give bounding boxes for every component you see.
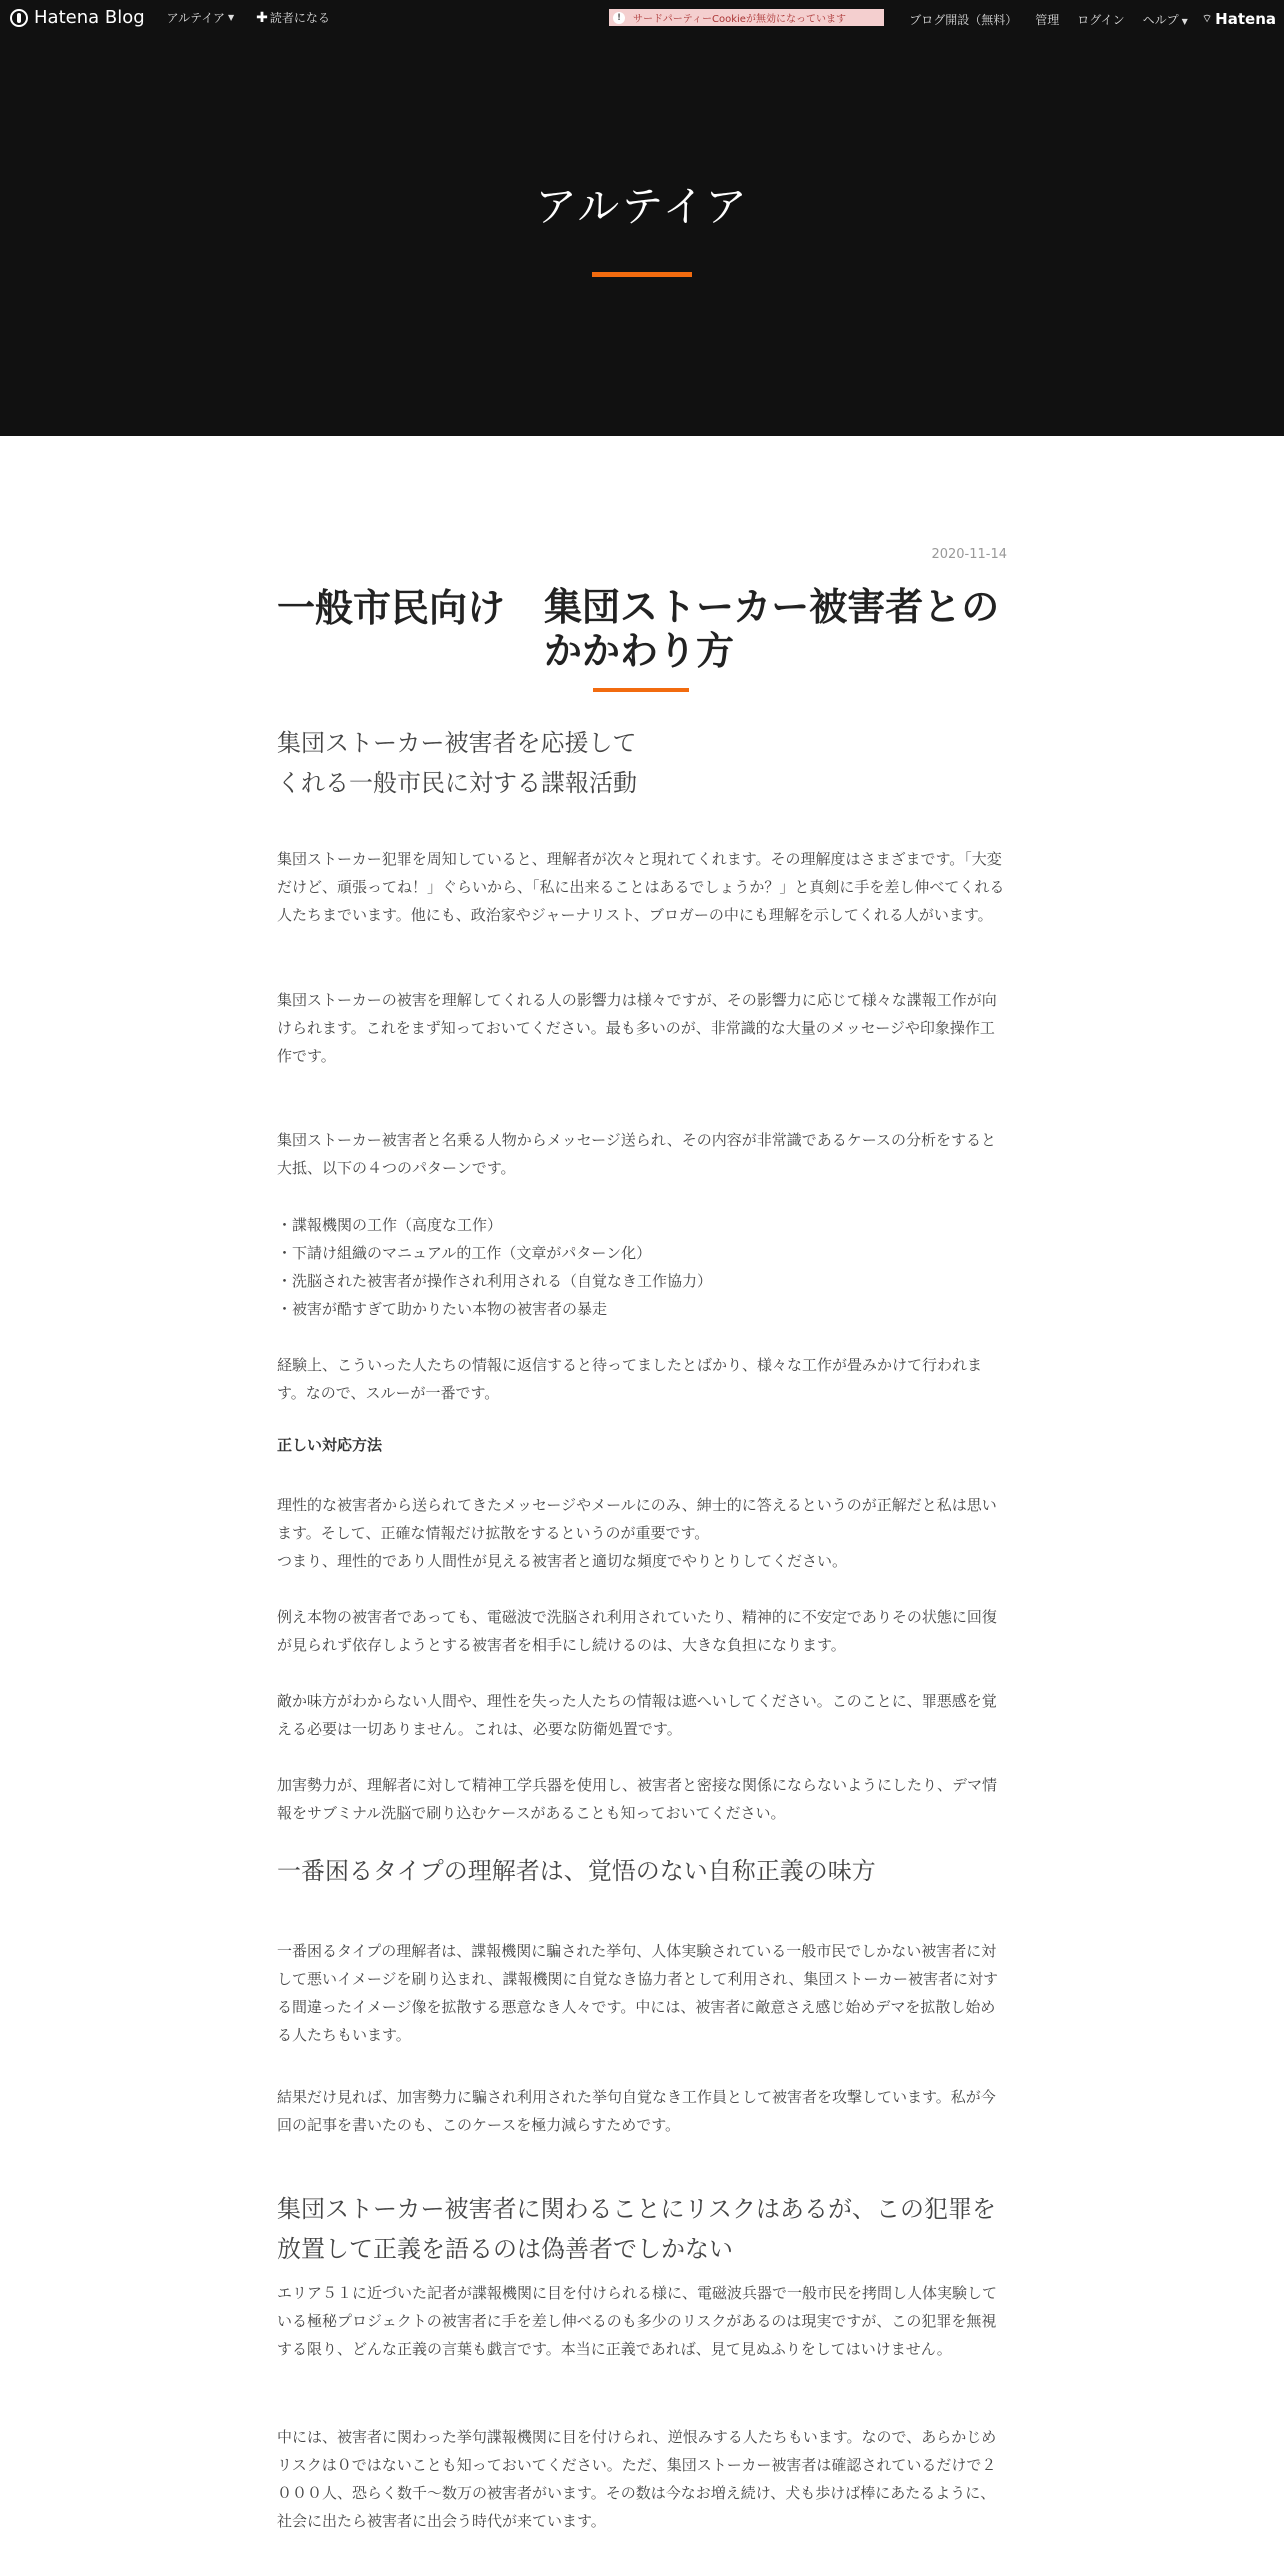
paragraph: 例え本物の被害者であっても、電磁波で洗脳され利用されていたり、精神的に不安定でありその状態に回復が見られず依存しようとする被害者を相手にし続けるのは、大きな負担になります。 <box>277 1608 997 1654</box>
paragraph: 集団ストーカーの被害を理解してくれる人の影響力は様々ですが、その影響力に応じて様々な諜報工作が向けられます。これをまず知っておいてください。最も多いのが、非常識的な大量のメッセージや印象操作工作です。 <box>277 991 997 1065</box>
paragraph: 経験上、こういった人たちの情報に返信すると待ってましたとばかり、様々な工作が畳みかけて行われます。なので、スルーが一番です。 <box>277 1356 983 1402</box>
global-header <box>0 0 1284 36</box>
open-blog-link[interactable]: ブログ開設（無料） <box>909 12 1018 27</box>
list-item: ・洗脳された被害者が操作され利用される（自覚なき工作協力） <box>277 1272 713 1290</box>
entry-title-part1: 一般市民向け <box>277 588 506 630</box>
global-header-left <box>10 7 352 28</box>
paragraph-line: つまり、理性的であり人間性が見える被害者と適切な頻度でやりとりしてください。 <box>277 1552 848 1570</box>
hatena-mark-icon: ⌔ <box>1201 12 1213 25</box>
paragraph: 敵か味方がわからない人間や、理性を失った人たちの情報は遮へいしてください。このことに、罪悪感を覚える必要は一切ありません。これは、必要な防衛処置です。 <box>277 1692 997 1738</box>
help-menu[interactable] <box>1143 11 1188 28</box>
hatena-blog-logo-icon <box>10 9 28 27</box>
hatena-blog-logo[interactable] <box>10 7 145 28</box>
login-link[interactable]: ログイン <box>1077 12 1125 27</box>
entry-title-underline <box>593 688 689 692</box>
paragraph: 集団ストーカー犯罪を周知していると、理解者が次々と現れてくれます。その理解度はさまざまです。「大変だけど、頑張ってね！」ぐらいから、「私に出来ることはあるでしょうか？」と真剣に手を差し伸べてくれる人たちまでいます。他にも、政治家やジャーナリスト、ブロガーの中にも理解を示してくれる人がいます。 <box>277 850 1005 924</box>
paragraph: 加害勢力が、理解者に対して精神工学兵器を使用し、被害者と密接な関係にならないようにしたり、デマ情報をサブミナル洗脳で刷り込むケースがあることも知っておいてください。 <box>277 1776 998 1822</box>
third-party-cookie-notice[interactable] <box>609 9 884 26</box>
list-item: ・諜報機関の工作（高度な工作） <box>277 1216 503 1234</box>
paragraph: 集団ストーカー被害者と名乗る人物からメッセージ送られ、その内容が非常識であるケースの分析をすると大抵、以下の４つのパターンです。 <box>277 1131 996 1177</box>
caret-down-icon: ▼ <box>1181 16 1188 26</box>
hatena-brand-text: Hatena <box>1215 10 1276 28</box>
section-heading-1-line2: くれる一般市民に対する諜報活動 <box>277 769 637 797</box>
paragraph: 結果だけ見れば、加害勢力に騙され利用された挙句自覚なき工作員として被害者を攻撃しています。私が今回の記事を書いたのも、このケースを極力減らすためです。 <box>277 2088 996 2134</box>
list-item: ・下請け組織のマニュアル的工作（文章がパターン化） <box>277 1244 652 1262</box>
list-item: ・被害が酷すぎて助かりたい本物の被害者の暴走 <box>277 1300 608 1318</box>
entry-title-part2: 集団ストーカー被害者とのかかわり方 <box>544 587 1000 673</box>
subscribe-label: 読者になる <box>269 11 330 25</box>
section-heading-1 <box>277 723 1007 803</box>
subscribe-button[interactable] <box>256 9 330 26</box>
paragraph-line: 理性的な被害者から送られてきたメッセージやメールにのみ、紳士的に答えるというのが正解だと私は思います。そして、正確な情報だけ拡散をするというのが重要です。 <box>277 1496 997 1542</box>
admin-link[interactable]: 管理 <box>1035 12 1060 27</box>
plus-icon: ✚ <box>256 9 268 26</box>
paragraph: エリア５１に近づいた記者が諜報機関に目を付けられる様に、電磁波兵器で一般市民を拷問し人体実験している極秘プロジェクトの被害者に手を差し伸べるのも多少のリスクがあるのは現実ですが、この犯罪を無視する限り、どんな正義の言葉も戯言です。本当に正義であれば、見て見ぬふりをしてはいけません。 <box>277 2284 998 2358</box>
global-header-right <box>891 10 1276 28</box>
entry-date[interactable]: 2020-11-14 <box>931 547 1007 562</box>
blog-header <box>0 36 1284 436</box>
bold-heading: 正しい対応方法 <box>277 1436 383 1454</box>
paragraph: 中には、被害者に関わった挙句諜報機関に目を付けられ、逆恨みする人たちもいます。なので、あらかじめリスクは０ではないことも知っておいてください。ただ、集団ストーカー被害者は確認されているだけで２０００人、恐らく数千～数万の被害者がいます。その数は今なお増え続け、犬も歩けば棒にあたるように、社会に出たら被害者に出会う時代が来ています。 <box>277 2428 997 2530</box>
section-heading-2: 一番困るタイプの理解者は、覚悟のない自称正義の味方 <box>277 1857 876 1885</box>
paragraph: 一番困るタイプの理解者は、諜報機関に騙された挙句、人体実験されている一般市民でしかない被害者に対して悪いイメージを刷り込まれ、諜報機関に自覚なき協力者として利用され、集団ストーカー被害者に対する間違ったイメージ像を拡散する悪意なき人々です。中には、被害者に敵意さえ感じ始めデマを拡散し始める人たちもいます。 <box>277 1942 999 2044</box>
cookie-notice-text: サードパーティーCookieが無効になっています <box>633 14 846 25</box>
logo-text: Hatena Blog <box>34 7 145 28</box>
blog-title[interactable]: アルテイア <box>534 182 750 231</box>
hatena-brand-link[interactable] <box>1202 10 1276 28</box>
section-heading-1-line1: 集団ストーカー被害者を応援して <box>277 729 637 757</box>
paragraph <box>277 1491 1007 1575</box>
info-icon: ! <box>613 12 625 24</box>
blog-menu-dropdown[interactable] <box>167 9 234 26</box>
blog-menu-label: アルテイア <box>166 11 225 25</box>
pattern-list <box>277 1211 1007 1323</box>
section-heading-3: 集団ストーカー被害者に関わることにリスクはあるが、この犯罪を放置して正義を語るのは偽善者でしかない <box>277 2195 997 2263</box>
blog-title-underline <box>592 272 692 277</box>
help-label: ヘルプ <box>1142 12 1179 27</box>
caret-down-icon: ▼ <box>227 13 235 22</box>
